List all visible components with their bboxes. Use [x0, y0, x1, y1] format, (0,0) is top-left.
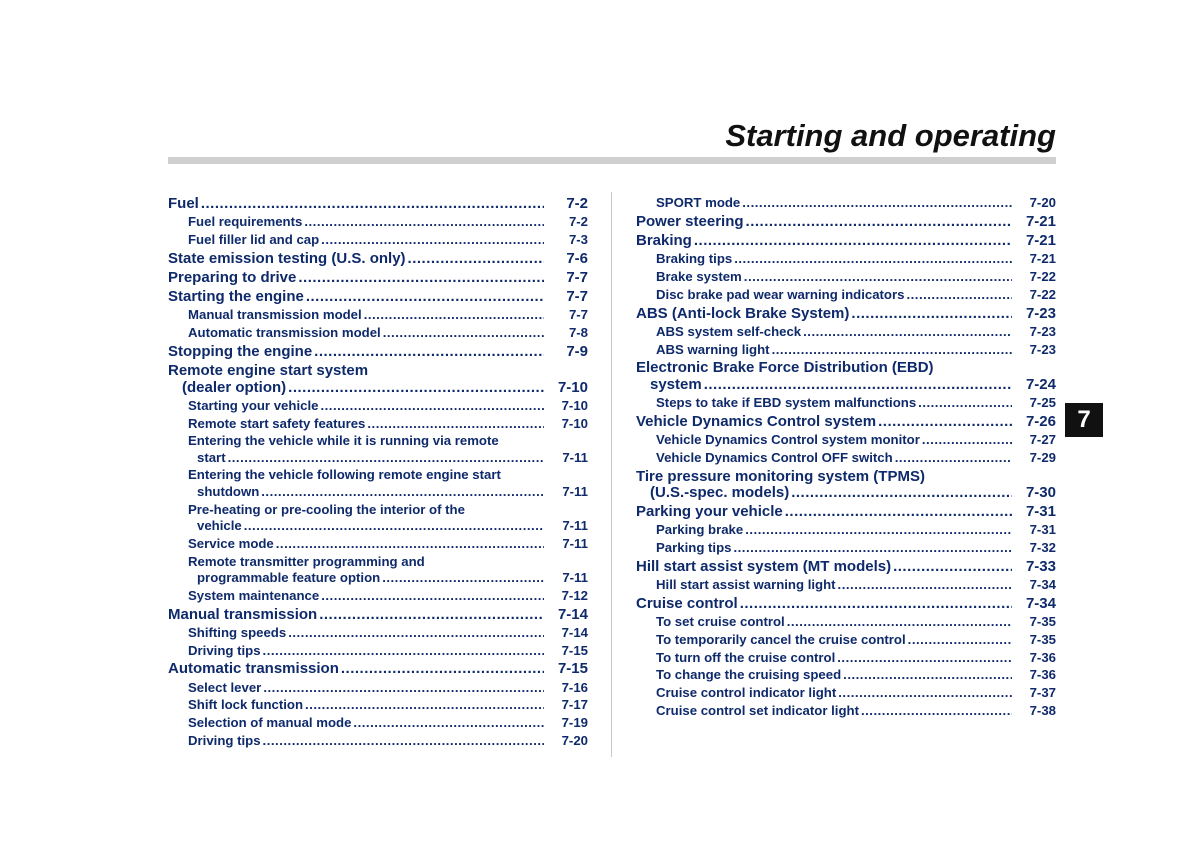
toc-entry-title: Driving tips [188, 642, 261, 658]
leader-dots [908, 631, 1012, 648]
toc-right-column [636, 194, 1056, 720]
toc-page-number: 7-14 [561, 624, 588, 640]
toc-entry-select-lever[interactable] [168, 679, 588, 697]
toc-entry-fuel-requirements[interactable] [168, 213, 588, 231]
toc-entry-to-temporarily-cancel-the-cruise-control[interactable] [636, 631, 1056, 649]
toc-page-number: 7-15 [557, 660, 588, 678]
toc-entry-hill-start-assist-system-mt-models[interactable] [636, 557, 1056, 576]
toc-entry-system-maintenance[interactable] [168, 587, 588, 605]
toc-page-number: 7-27 [1029, 431, 1056, 447]
toc-page-number: 7-38 [1029, 703, 1056, 719]
leader-dots [288, 624, 544, 641]
toc-page-number: 7-22 [1029, 268, 1056, 284]
toc-entry-title: Vehicle Dynamics Control OFF switch [656, 449, 893, 465]
toc-entry-title: Fuel [168, 195, 199, 212]
toc-entry-title: Braking tips [656, 251, 733, 267]
toc-page-number: 7-7 [568, 307, 588, 323]
toc-entry-abs-system-self-check[interactable] [636, 323, 1056, 341]
toc-page-number: 7-23 [1025, 304, 1056, 322]
leader-dots [244, 517, 544, 534]
toc-entry-title: Entering the vehicle while it is running via remote [188, 433, 499, 449]
toc-page-number: 7-21 [1029, 251, 1056, 267]
toc-entry-preparing-to-drive[interactable] [168, 268, 588, 287]
toc-entry-stopping-the-engine[interactable] [168, 342, 588, 361]
leader-dots [263, 679, 544, 696]
toc-entry-vehicle-dynamics-control-off-switch[interactable] [636, 449, 1056, 467]
toc-entry-driving-tips[interactable] [168, 732, 588, 750]
toc-entry-title: (dealer option) [182, 378, 287, 396]
toc-entry-remote-start-safety-features[interactable] [168, 415, 588, 433]
toc-entry-title: Entering the vehicle following remote engine start [188, 467, 501, 483]
toc-entry-cruise-control-set-indicator-light[interactable] [636, 702, 1056, 720]
leader-dots [201, 194, 544, 213]
toc-page-number: 7-7 [566, 288, 588, 306]
toc-entry-state-emission-testing-u-s-only[interactable] [168, 249, 588, 268]
leader-dots [838, 684, 1012, 701]
toc-entry-title: Automatic transmission model [188, 325, 381, 341]
toc-entry-title: Cruise control [636, 594, 738, 612]
leader-dots [704, 375, 1012, 394]
toc-page-number: 7-24 [1025, 375, 1056, 393]
toc-page-number: 7-17 [561, 697, 588, 713]
toc-entry-brake-system[interactable] [636, 268, 1056, 286]
toc-entry-title: ABS (Anti-lock Brake System) [636, 304, 850, 322]
toc-entry-title: Service mode [188, 535, 274, 551]
toc-entry-title: To set cruise control [656, 614, 785, 630]
toc-entry-title: shutdown [197, 483, 260, 499]
toc-entry-title: Steps to take if EBD system malfunctions [656, 394, 917, 410]
page-title: Starting and operating [725, 118, 1056, 153]
leader-dots [861, 702, 1012, 719]
toc-page-number: 7-23 [1029, 323, 1056, 339]
toc-entry-manual-transmission-model[interactable] [168, 306, 588, 324]
leader-dots [742, 194, 1012, 211]
toc-page-number: 7-10 [561, 397, 588, 413]
leader-dots [878, 412, 1012, 431]
toc-entry-vehicle-dynamics-control-system-monitor[interactable] [636, 431, 1056, 449]
leader-dots [367, 415, 544, 432]
toc-page-number: 7-2 [566, 195, 588, 212]
toc-entry-starting-the-engine[interactable] [168, 287, 588, 306]
toc-entry-cruise-control[interactable] [636, 594, 1056, 613]
leader-dots [319, 605, 544, 624]
leader-dots [321, 587, 544, 604]
toc-entry-fuel-filler-lid-and-cap[interactable] [168, 231, 588, 249]
toc-entry-driving-tips[interactable] [168, 642, 588, 660]
toc-page-number: 7-6 [566, 249, 588, 267]
toc-page-number: 7-11 [562, 518, 588, 534]
toc-entry-title: Hill start assist system (MT models) [636, 557, 892, 575]
leader-dots [851, 304, 1012, 323]
leader-dots [305, 696, 544, 713]
toc-entry-title: Cruise control indicator light [656, 685, 837, 701]
toc-entry-electronic-brake-force-distribution-ebd[interactable] [636, 358, 1056, 377]
toc-entry-title: Fuel filler lid and cap [188, 231, 320, 247]
toc-page-number: 7-11 [562, 483, 588, 499]
toc-entry-title: vehicle [197, 518, 242, 534]
toc-entry-title: Manual transmission model [188, 307, 362, 323]
leader-dots [734, 250, 1012, 267]
toc-page-number: 7-10 [561, 415, 588, 431]
toc-page-number: 7-31 [1029, 522, 1056, 538]
leader-dots [918, 394, 1012, 411]
toc-page-number: 7-16 [561, 679, 588, 695]
toc-entry-title: Remote start safety features [188, 415, 366, 431]
toc-entry-disc-brake-pad-wear-warning-indicators[interactable] [636, 286, 1056, 304]
toc-page-number: 7-23 [1029, 341, 1056, 357]
leader-dots [785, 502, 1012, 521]
toc-entry-parking-your-vehicle[interactable] [636, 502, 1056, 521]
toc-entry-cruise-control-indicator-light[interactable] [636, 684, 1056, 702]
toc-page-number: 7-37 [1029, 685, 1056, 701]
toc-entry-continuation[interactable] [168, 449, 588, 467]
toc-entry-title: Power steering [636, 212, 744, 230]
toc-page-number: 7-30 [1025, 483, 1056, 501]
toc-entry-title: Starting your vehicle [188, 397, 319, 413]
leader-dots [922, 431, 1012, 448]
toc-entry-title: Brake system [656, 268, 742, 284]
toc-entry-title: To temporarily cancel the cruise control [656, 631, 906, 647]
toc-entry-continuation[interactable] [636, 375, 1056, 394]
toc-entry-vehicle-dynamics-control-system[interactable] [636, 412, 1056, 431]
toc-page-number: 7-20 [1029, 195, 1056, 210]
leader-dots [837, 649, 1012, 666]
toc-entry-hill-start-assist-warning-light[interactable] [636, 576, 1056, 594]
toc-entry-selection-of-manual-mode[interactable] [168, 714, 588, 732]
toc-page-number: 7-29 [1029, 449, 1056, 465]
toc-entry-parking-brake[interactable] [636, 521, 1056, 539]
toc-entry-service-mode[interactable] [168, 535, 588, 553]
toc-entry-parking-tips[interactable] [636, 539, 1056, 557]
toc-entry-tire-pressure-monitoring-system-tpms[interactable] [636, 467, 1056, 483]
leader-dots [228, 449, 544, 466]
toc-entry-entering-the-vehicle-following-remote-engine-start[interactable] [168, 466, 588, 482]
toc-page-number: 7-35 [1029, 631, 1056, 647]
toc-entry-title: To change the cruising speed [656, 667, 842, 683]
toc-entry-title: Selection of manual mode [188, 715, 352, 731]
toc-entry-title: Select lever [188, 679, 262, 695]
toc-left-column [168, 194, 588, 750]
toc-page-number: 7-21 [1025, 212, 1056, 230]
toc-entry-title: Electronic Brake Force Distribution (EBD) [636, 359, 934, 377]
leader-dots [263, 732, 544, 749]
toc-entry-title: Starting the engine [168, 288, 304, 306]
leader-dots [694, 231, 1012, 250]
toc-page-number: 7-3 [568, 231, 588, 247]
toc-entry-title: Parking your vehicle [636, 503, 783, 521]
toc-entry-title: Hill start assist warning light [656, 577, 836, 593]
leader-dots [733, 539, 1012, 556]
toc-page-number: 7-15 [561, 642, 588, 658]
toc-entry-manual-transmission[interactable] [168, 605, 588, 624]
toc-entry-title: ABS warning light [656, 341, 770, 357]
toc-page-number: 7-32 [1029, 540, 1056, 556]
leader-dots [791, 483, 1012, 502]
leader-dots [341, 659, 544, 678]
toc-entry-sport-mode[interactable] [636, 194, 1056, 212]
toc-page-number: 7-12 [561, 587, 588, 603]
leader-dots [906, 286, 1012, 303]
toc-entry-title: Remote transmitter programming and [188, 553, 425, 569]
leader-dots [383, 324, 544, 341]
toc-entry-title: Vehicle Dynamics Control system monitor [656, 431, 920, 447]
toc-entry-to-turn-off-the-cruise-control[interactable] [636, 649, 1056, 667]
toc-entry-title: Driving tips [188, 733, 261, 748]
leader-dots [838, 576, 1012, 593]
toc-entry-title: Fuel requirements [188, 214, 303, 230]
leader-dots [803, 323, 1012, 340]
leader-dots [288, 378, 544, 397]
leader-dots [304, 213, 544, 230]
toc-entry-title: Pre-heating or pre-cooling the interior of the [188, 501, 465, 517]
toc-entry-title: Preparing to drive [168, 268, 297, 286]
toc-entry-to-change-the-cruising-speed[interactable] [636, 666, 1056, 684]
toc-entry-title: Automatic transmission [168, 660, 339, 678]
toc-page-number: 7-11 [562, 449, 588, 465]
toc-entry-power-steering[interactable] [636, 212, 1056, 231]
toc-page-number: 7-26 [1025, 412, 1056, 430]
toc-entry-title: Braking [636, 231, 692, 249]
toc-entry-shift-lock-function[interactable] [168, 696, 588, 714]
toc-entry-title: Manual transmission [168, 605, 318, 623]
toc-page-number: 7-14 [557, 605, 588, 623]
toc-entry-steps-to-take-if-ebd-system-malfunctions[interactable] [636, 394, 1056, 412]
header-rule [168, 157, 1056, 164]
leader-dots [772, 341, 1012, 358]
toc-entry-starting-your-vehicle[interactable] [168, 397, 588, 415]
toc-entry-title: Stopping the engine [168, 342, 313, 360]
toc-entry-title: Tire pressure monitoring system (TPMS) [636, 467, 925, 485]
toc-entry-title: Cruise control set indicator light [656, 703, 859, 719]
column-divider [611, 192, 612, 757]
toc-page-number: 7-9 [566, 342, 588, 360]
toc-page-number: 7-19 [561, 715, 588, 731]
toc-entry-continuation[interactable] [168, 378, 588, 397]
toc-page-number: 7-34 [1029, 577, 1056, 593]
toc-entry-continuation[interactable] [636, 483, 1056, 502]
toc-entry-title: State emission testing (U.S. only) [168, 249, 406, 267]
toc-page-number: 7-8 [568, 325, 588, 341]
toc-entry-title: Shifting speeds [188, 624, 287, 640]
leader-dots [364, 306, 544, 323]
toc-entry-title: (U.S.-spec. models) [650, 483, 790, 501]
toc-page-number: 7-11 [562, 535, 588, 551]
toc-entry-continuation[interactable] [168, 483, 588, 501]
leader-dots [744, 268, 1012, 285]
toc-page-number: 7-33 [1025, 557, 1056, 575]
leader-dots [787, 613, 1012, 630]
toc-entry-continuation[interactable] [168, 517, 588, 535]
toc-entry-braking-tips[interactable] [636, 250, 1056, 268]
leader-dots [408, 249, 544, 268]
toc-page-number: 7-31 [1025, 503, 1056, 521]
toc-entry-remote-transmitter-programming-and[interactable] [168, 553, 588, 569]
toc-entry-title: To turn off the cruise control [656, 649, 836, 665]
toc-page-number: 7-7 [566, 268, 588, 286]
chapter-tab[interactable]: 7 [1065, 403, 1103, 437]
toc-page-number: 7-25 [1029, 394, 1056, 410]
toc-entry-title: Vehicle Dynamics Control system [636, 412, 877, 430]
leader-dots [895, 449, 1012, 466]
leader-dots [321, 231, 544, 248]
toc-entry-automatic-transmission-model[interactable] [168, 324, 588, 342]
toc-entry-pre-heating-or-pre-cooling-the-interior-of-the[interactable] [168, 501, 588, 517]
toc-entry-title: system [650, 375, 702, 393]
toc-page-number: 7-2 [568, 214, 588, 230]
toc-page-number: 7-10 [557, 378, 588, 396]
toc-entry-abs-anti-lock-brake-system[interactable] [636, 304, 1056, 323]
leader-dots [306, 287, 544, 306]
toc-entry-title: System maintenance [188, 587, 320, 603]
leader-dots [740, 594, 1012, 613]
leader-dots [263, 642, 544, 659]
toc-page-number: 7-36 [1029, 649, 1056, 665]
leader-dots [382, 569, 544, 586]
toc-entry-automatic-transmission[interactable] [168, 659, 588, 678]
toc-entry-remote-engine-start-system[interactable] [168, 361, 588, 380]
toc-entry-title: SPORT mode [656, 195, 741, 210]
toc-entry-shifting-speeds[interactable] [168, 624, 588, 642]
leader-dots [746, 212, 1012, 231]
toc-entry-title: ABS system self-check [656, 323, 802, 339]
toc-page-number: 7-21 [1025, 231, 1056, 249]
leader-dots [843, 666, 1012, 683]
leader-dots [298, 268, 544, 287]
toc-page-number: 7-34 [1025, 594, 1056, 612]
toc-entry-title: Parking brake [656, 522, 744, 538]
leader-dots [261, 483, 544, 500]
leader-dots [893, 557, 1012, 576]
toc-entry-title: Remote engine start system [168, 362, 369, 380]
toc-page-number: 7-35 [1029, 614, 1056, 630]
leader-dots [745, 521, 1012, 538]
toc-entry-continuation[interactable] [168, 569, 588, 587]
toc-entry-fuel[interactable] [168, 194, 588, 213]
toc-entry-abs-warning-light[interactable] [636, 341, 1056, 359]
toc-page-number: 7-11 [562, 570, 588, 586]
leader-dots [320, 397, 544, 414]
toc-page-number: 7-20 [561, 733, 588, 748]
toc-entry-title: programmable feature option [197, 570, 381, 586]
toc-page-number: 7-36 [1029, 667, 1056, 683]
toc-entry-title: Disc brake pad wear warning indicators [656, 286, 905, 302]
toc-entry-braking[interactable] [636, 231, 1056, 250]
toc-entry-entering-the-vehicle-while-it-is-running-via-remote[interactable] [168, 432, 588, 448]
leader-dots [353, 714, 544, 731]
toc-page-number: 7-22 [1029, 286, 1056, 302]
toc-entry-title: Parking tips [656, 540, 732, 556]
toc-entry-to-set-cruise-control[interactable] [636, 613, 1056, 631]
leader-dots [276, 535, 544, 552]
toc-entry-title: start [197, 449, 226, 465]
leader-dots [314, 342, 544, 361]
toc-entry-title: Shift lock function [188, 697, 304, 713]
